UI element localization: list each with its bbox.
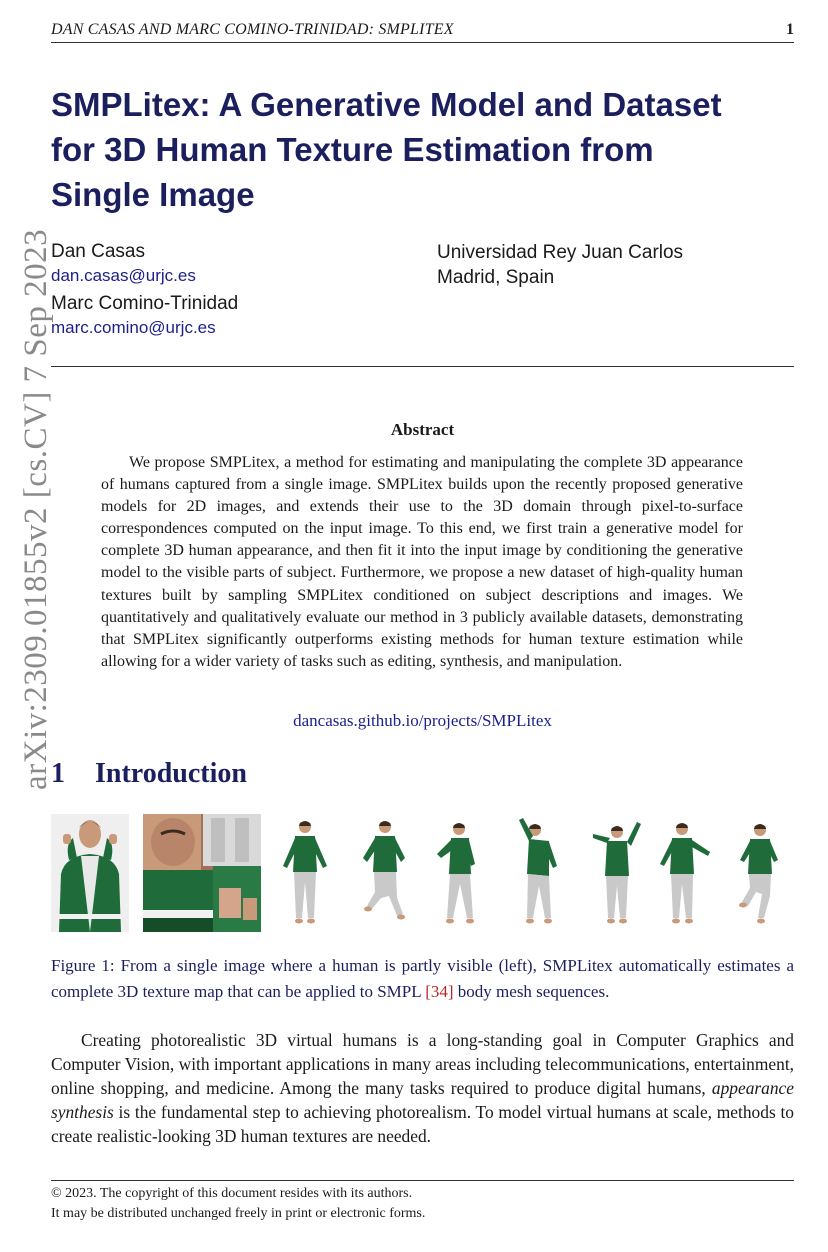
section-number: 1	[51, 758, 65, 789]
running-title: DAN CASAS AND MARC COMINO-TRINIDAD: SMPLITEX	[51, 21, 454, 38]
copyright-notice	[51, 1184, 425, 1223]
arxiv-stamp: arXiv:2309.01855v2 [cs.CV] 7 Sep 2023	[18, 228, 54, 790]
author-2	[51, 292, 238, 340]
author-name: Marc Comino-Trinidad	[51, 293, 239, 314]
section-title: Introduction	[95, 758, 247, 789]
author-email-link[interactable]: dan.casas@urjc.es	[51, 266, 196, 285]
avatar-pose-6	[652, 814, 716, 932]
texture-map	[143, 814, 261, 932]
intro-text-2: is the fundamental step to achieving photorealism. To model virtual humans at scale, methods to create realistic-looking 3D human textures are needed.	[51, 1102, 794, 1147]
title-line-2: for 3D Human Texture Estimation from	[51, 131, 654, 168]
figure-caption	[51, 953, 794, 1005]
author-name: Dan Casas	[51, 241, 145, 262]
copyright-line-2: It may be distributed unchanged freely in print or electronic forms.	[51, 1205, 426, 1221]
input-photo	[51, 814, 129, 932]
paper-title	[51, 82, 801, 217]
caption-text-1: Figure 1: From a single image where a human is partly visible (left), SMPLitex automatically estimates a complete 3D texture map that can be applied to SMPL	[51, 956, 794, 1001]
avatar-pose-1	[273, 814, 337, 932]
avatar-pose-2	[351, 814, 415, 932]
title-rule	[51, 366, 794, 367]
author-list	[51, 240, 238, 344]
avatar-pose-7	[726, 814, 790, 932]
title-line-3: Single Image	[51, 176, 255, 213]
author-email-link[interactable]: marc.comino@urjc.es	[51, 318, 216, 337]
section-heading	[51, 758, 247, 790]
author-1	[51, 240, 238, 288]
intro-text-1: Creating photorealistic 3D virtual humans is a long-standing goal in Computer Graphics and Computer Vision, with important applications in many areas including telecommunications, entertainment, online shopping, and medicine. Among the many tasks required to produce digital humans,	[51, 1030, 794, 1099]
avatar-pose-4	[507, 814, 571, 932]
abstract-heading: Abstract	[390, 420, 455, 439]
intro-paragraph	[51, 1028, 794, 1148]
abstract-text: We propose SMPLitex, a method for estimating and manipulating the complete 3D appearance of humans captured from a single image. SMPLitex builds upon the recently proposed generative models for 2D images, and extends their use to the 3D domain through pixel-to-surface correspondences computed on the input image. To this end, we first train a generative model for complete 3D human appearance, and then fit it into the input image by conditioning the generative model to the visible parts of subject. Furthermore, we propose a new dataset of high-quality human textures built by sampling SMPLitex conditioned on subject descriptions and images. We quantitatively and qualitatively evaluate our method in 3 publicly available datasets, demonstrating that SMPLitex significantly outperforms existing methods for human texture estimation while allowing for a wider variety of tasks such as editing, synthesis, and manipulation.	[101, 454, 743, 670]
citation-link[interactable]: [34]	[425, 982, 454, 1001]
page-number: 1	[786, 21, 794, 38]
affiliation	[437, 240, 683, 290]
affiliation-line-1: Universidad Rey Juan Carlos	[437, 242, 684, 263]
affiliation-line-2: Madrid, Spain	[437, 267, 555, 288]
copyright-line-1: © 2023. The copyright of this document resides with its authors.	[51, 1186, 413, 1201]
project-link[interactable]: dancasas.github.io/projects/SMPLitex	[293, 711, 552, 730]
teaser-figure	[51, 814, 794, 934]
avatar-pose-5	[585, 814, 649, 932]
avatar-pose-3	[429, 814, 493, 932]
footer-rule	[51, 1180, 794, 1181]
running-header	[51, 20, 794, 43]
caption-text-2: body mesh sequences.	[453, 982, 610, 1001]
intro-emphasis: appearance synthesis	[51, 1078, 794, 1123]
title-line-1: SMPLitex: A Generative Model and Dataset	[51, 86, 722, 123]
